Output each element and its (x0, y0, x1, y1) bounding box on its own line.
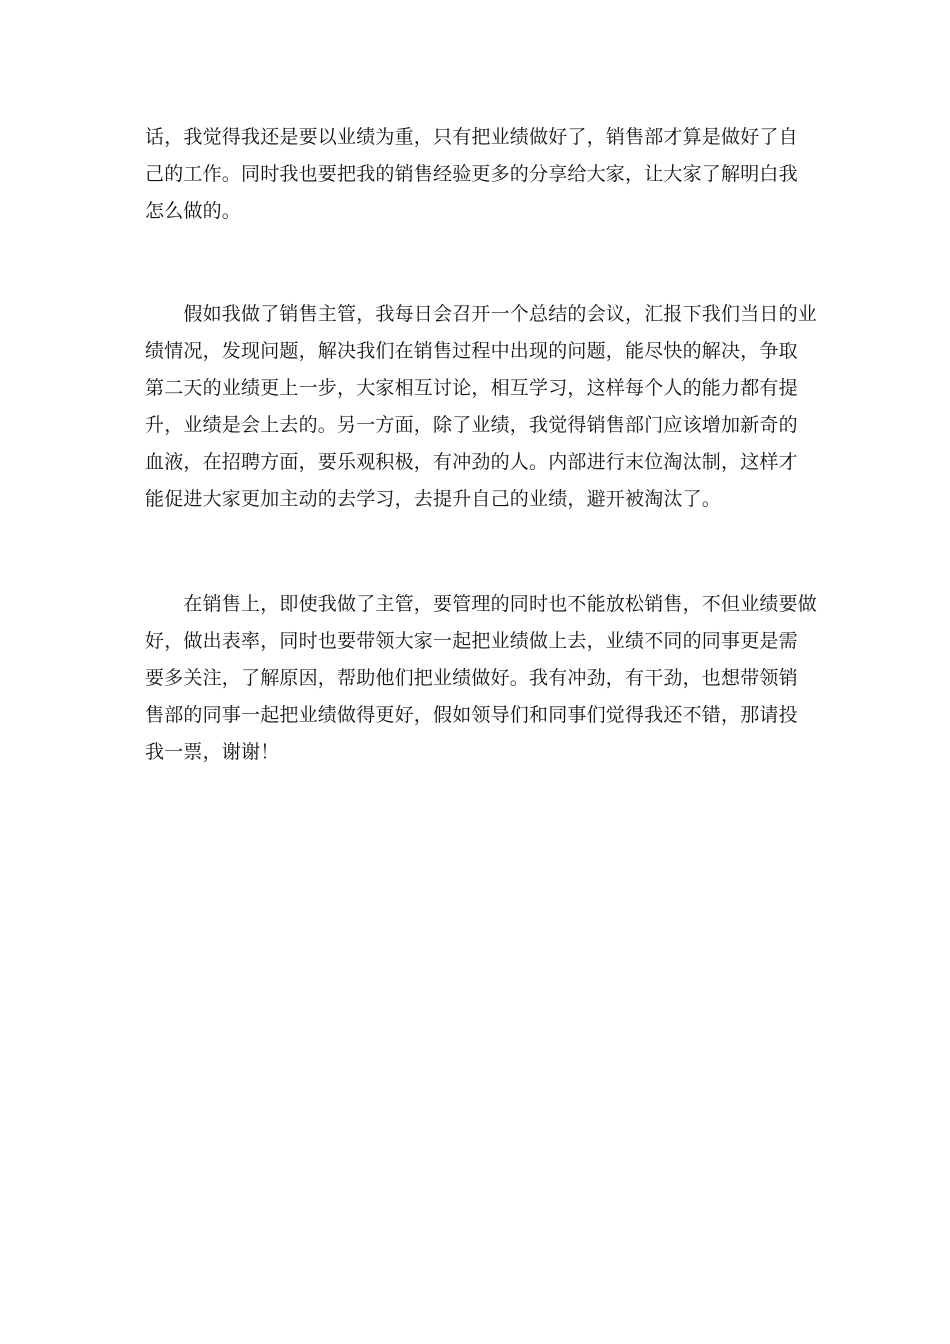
paragraph-line: 要多关注，了解原因，帮助他们把业绩做好。我有冲劲，有干劲，也想带领销 (145, 667, 798, 689)
paragraph-line: 假如我做了销售主管，我每日会召开一个总结的会议，汇报下我们当日的业 (145, 303, 818, 325)
paragraph-line: 能促进大家更加主动的去学习，去提升自己的业绩，避开被淘汰了。 (145, 488, 722, 510)
paragraph-line: 第二天的业绩更上一步，大家相互讨论，相互学习，这样每个人的能力都有提 (145, 377, 798, 399)
paragraph-line: 好，做出表率，同时也要带领大家一起把业绩做上去，业绩不同的同事更是需 (145, 630, 798, 652)
paragraph-2 (145, 296, 818, 518)
paragraph-line: 己的工作。同时我也要把我的销售经验更多的分享给大家，让大家了解明白我 (145, 163, 798, 185)
paragraph-line: 血液，在招聘方面，要乐观积极，有冲劲的人。内部进行末位淘汰制，这样才 (145, 451, 798, 473)
paragraph-line: 我一票，谢谢！ (145, 741, 280, 763)
paragraph-1 (145, 119, 810, 230)
paragraph-line: 升，业绩是会上去的。另一方面，除了业绩，我觉得销售部门应该增加新奇的 (145, 414, 798, 436)
paragraph-line: 怎么做的。 (145, 200, 242, 222)
paragraph-line: 售部的同事一起把业绩做得更好，假如领导们和同事们觉得我还不错，那请投 (145, 704, 798, 726)
paragraph-line: 在销售上，即使我做了主管，要管理的同时也不能放松销售，不但业绩要做 (145, 593, 818, 615)
paragraph-line: 绩情况，发现问题，解决我们在销售过程中出现的问题，能尽快的解决，争取 (145, 340, 798, 362)
paragraph-line: 话，我觉得我还是要以业绩为重，只有把业绩做好了，销售部才算是做好了自 (145, 126, 798, 148)
paragraph-3 (145, 586, 818, 771)
